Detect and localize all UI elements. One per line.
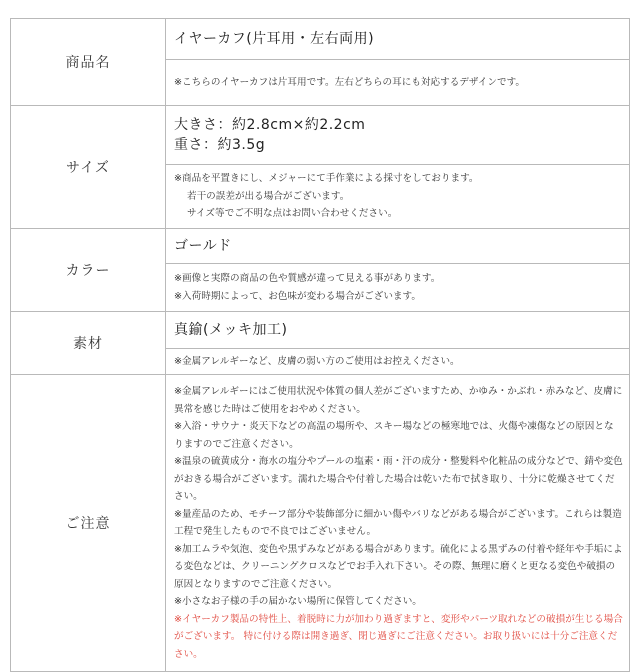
material-label: 素材: [11, 312, 166, 375]
product-spec-table: [10, 18, 630, 672]
material-note: [166, 349, 630, 375]
caution-item: ※温泉の硫黄成分・海水の塩分やプールの塩素・雨・汗の成分・整髪料や化粧品の成分などで、錆や変色がおきる場合がございます。濡れた場合や付着した場合は乾いた布で拭き取り、十分に乾燥させてください。: [174, 456, 623, 502]
name-label: 商品名: [11, 19, 166, 106]
size-row: [11, 106, 630, 165]
size-value: [166, 106, 630, 165]
name-note: [166, 60, 630, 106]
size-note: [166, 165, 630, 229]
color-label: カラー: [11, 229, 166, 312]
caution-item: ※加工ムラや気泡、変色や黒ずみなどがある場合があります。硫化による黒ずみの付着や経年や手垢による変色などは、クリーニングクロスなどでお手入れ下さい。その際、無理に磨くと更なる変色や破損の原因となりますのでご注意ください。: [174, 543, 623, 590]
color-row: [11, 229, 630, 264]
caution-item: ※金属アレルギーにはご使用状況や体質の個人差がございますため、かゆみ・かぶれ・赤みなど、皮膚に異常を感じた時はご使用をおやめください。: [174, 386, 623, 415]
material-row: [11, 312, 630, 349]
color-note: [166, 264, 630, 312]
caution-notes: [166, 375, 630, 672]
size-label: サイズ: [11, 106, 166, 229]
size-weight: 重さ：約3.5g: [174, 137, 266, 153]
caution-item: ※入浴・サウナ・炎天下などの高温の場所や、スキー場などの極寒地では、火傷や凍傷などの原因となりますのでご注意ください。: [174, 421, 614, 450]
color-note-line2: ※入荷時期によって、お色味が変わる場合がございます。: [174, 290, 421, 302]
material-note-text: ※金属アレルギーなど、皮膚の弱い方のご使用はお控えください。: [174, 355, 460, 367]
caution-item: ※量産品のため、モチーフ部分や装飾部分に細かい傷やバリなどがある場合がございます。これらは製造工程で発生したもので不良ではございません。: [174, 508, 622, 537]
name-row: [11, 19, 630, 60]
caution-warning: ※イヤーカフ製品の特性上、着脱時に力が加わり過ぎますと、変形やパーツ取れなどの破損が生じる場合がございます。 特に付ける際は開き過ぎ、閉じ過ぎにご注意ください。お取り扱いには十分ご注意ください。: [174, 613, 623, 660]
color-note-line1: ※画像と実際の商品の色や質感が違って見える事があります。: [174, 273, 441, 284]
size-dimensions: 大きさ：約2.8cm×約2.2cm: [174, 117, 366, 133]
color-value: ゴールド: [166, 229, 630, 264]
caution-label: ご注意: [11, 375, 166, 672]
caution-item: ※小さなお子様の手の届かない場所に保管してください。: [174, 596, 422, 607]
size-note-line3: サイズ等でご不明な点はお問い合わせください。: [187, 208, 398, 220]
caution-row: [11, 375, 630, 672]
name-note-text: ※こちらのイヤーカフは片耳用です。左右どちらの耳にも対応するデザインです。: [174, 76, 526, 88]
material-value: 真鍮(メッキ加工): [166, 312, 630, 349]
size-note-line2: 若干の誤差が出る場合がございます。: [187, 190, 350, 202]
size-note-line1: ※商品を平置きにし、メジャーにて手作業による採寸をしております。: [174, 173, 479, 185]
name-value: イヤーカフ(片耳用・左右両用): [166, 19, 630, 60]
